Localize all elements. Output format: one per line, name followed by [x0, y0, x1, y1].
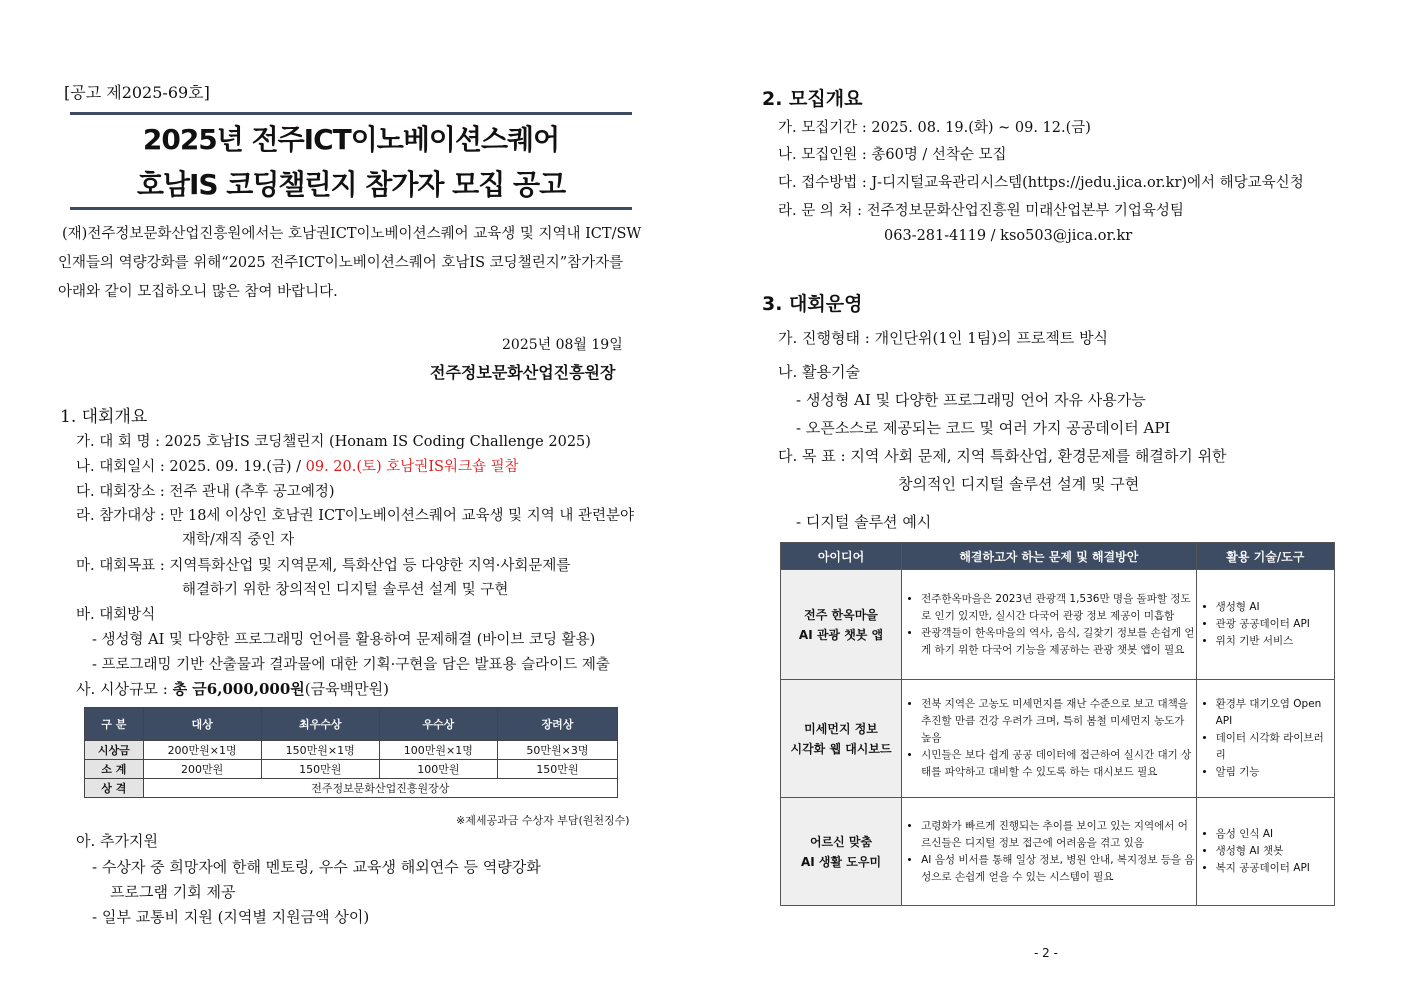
section-3-heading: 3. 대회운영 — [762, 293, 863, 315]
prize-scale-words: (금육백만원) — [304, 680, 389, 698]
prize-row-award — [85, 741, 618, 760]
idea-name-line: 전주 한옥마을 — [804, 607, 878, 622]
contest-method: 바. 대회방식 — [76, 607, 156, 623]
prize-table-header — [85, 708, 618, 741]
prize-scale-label: 사. 시상규모 : — [76, 680, 173, 698]
contest-goal-cont: 해결하기 위한 창의적인 디지털 솔루션 설계 및 구현 — [182, 582, 509, 598]
idea-row — [781, 680, 1335, 798]
extra-support: 아. 추가지원 — [76, 832, 158, 850]
prize-cell: 150만원 — [497, 760, 617, 779]
idea-tools — [1196, 570, 1334, 680]
intro-line-1: (재)전주정보문화산업진흥원에서는 호남권ICT이노베이션스퀘어 교육생 및 지역내 ICT/SW — [62, 226, 642, 242]
issuer-name: 전주정보문화산업진흥원장 — [430, 363, 616, 382]
idea-name-line: AI 생활 도우미 — [801, 854, 882, 869]
prize-scale — [76, 678, 389, 699]
problem-item: • 전주한옥마을은 2023년 관광객 1,536만 명을 돌파할 정도로 인기 있지만, 실시간 다국어 관광 정보 제공이 미흡함 — [921, 591, 1195, 625]
prize-header-encouragement: 장려상 — [497, 708, 617, 741]
tool-item: • 데이터 시각화 라이브러리 — [1216, 730, 1333, 764]
goal-cont: 창의적인 디지털 솔루션 설계 및 구현 — [898, 475, 1140, 493]
contact-details: 063-281-4119 / kso503@jica.or.kr — [884, 228, 1133, 244]
title-top-rule — [70, 112, 632, 115]
section-1-heading: 1. 대회개요 — [60, 407, 148, 427]
contest-target: 라. 참가대상 : 만 18세 이상인 호남권 ICT이노베이션스퀘어 교육생 및 지역 내 관련분야 — [76, 508, 634, 524]
tool-item: • 생성형 AI 챗봇 — [1216, 843, 1333, 860]
tool-item: • 생성형 AI — [1216, 599, 1333, 616]
progress-type: 가. 진행형태 : 개인단위(1인 1팀)의 프로젝트 방식 — [778, 329, 1109, 347]
prize-cell-label: 소 계 — [85, 760, 144, 779]
recruit-period: 가. 모집기간 : 2025. 08. 19.(화) ~ 09. 12.(금) — [778, 120, 1091, 136]
problem-item: • 고령화가 빠르게 진행되는 추이를 보이고 있는 지역에서 어르신들은 디지털 정보 접근에 어려움을 겪고 있음 — [921, 818, 1195, 852]
solution-examples: - 디지털 솔루션 예시 — [796, 513, 932, 531]
contest-goal: 마. 대회목표 : 지역특화산업 및 지역문제, 특화산업 등 다양한 지역·사회문제를 — [76, 558, 571, 574]
prize-header-grand: 대상 — [143, 708, 261, 741]
tech-item-1: - 생성형 AI 및 다양한 프로그래밍 언어 자유 사용가능 — [796, 391, 1146, 409]
prize-scale-amount: 총 금6,000,000원 — [172, 680, 305, 698]
contact-office: 라. 문 의 처 : 전주정보문화산업진흥원 미래산업본부 기업육성팀 — [778, 203, 1184, 219]
tech-item-2: - 오픈소스로 제공되는 코드 및 여러 가지 공공데이터 API — [796, 419, 1171, 437]
prize-table — [84, 707, 618, 798]
prize-header-category: 구 분 — [85, 708, 144, 741]
title-bottom-rule — [70, 207, 632, 210]
idea-header-problem: 해결하고자 하는 문제 및 해결방안 — [902, 543, 1197, 570]
notice-number: [공고 제2025-69호] — [64, 83, 210, 102]
prize-header-excellence: 최우수상 — [261, 708, 379, 741]
idea-tools — [1196, 680, 1334, 798]
idea-problem — [902, 570, 1197, 680]
prize-cell: 50만원×3명 — [497, 741, 617, 760]
idea-name — [781, 680, 902, 798]
extra-item-1: - 수상자 중 희망자에 한해 멘토링, 우수 교육생 해외연수 등 역량강화 — [92, 858, 541, 876]
problem-item: • AI 음성 비서를 통해 일상 정보, 병원 안내, 복지정보 등을 음성으로 손쉽게 얻을 수 있는 시스템이 필요 — [921, 852, 1195, 886]
tech-heading: 나. 활용기술 — [778, 363, 860, 381]
idea-problem — [902, 680, 1197, 798]
method-item-2: - 프로그래밍 기반 산출물과 결과물에 대한 기획·구현을 담은 발표용 슬라이드 제출 — [92, 657, 610, 673]
method-item-1: - 생성형 AI 및 다양한 프로그래밍 언어를 활용하여 문제해결 (바이브 코딩 활용) — [92, 632, 596, 648]
contest-name: 가. 대 회 명 : 2025 호남IS 코딩챌린지 (Honam IS Coding Challenge 2025) — [76, 434, 591, 450]
idea-row — [781, 570, 1335, 680]
idea-row — [781, 798, 1335, 906]
prize-cell: 150만원×1명 — [261, 741, 379, 760]
problem-item: • 시민들은 보다 쉽게 공공 데이터에 접근하여 실시간 대기 상태를 파악하고 대비할 수 있도록 하는 대시보드 필요 — [921, 747, 1195, 781]
title-line-1: 2025년 전주ICT이노베이션스퀘어 — [142, 123, 560, 156]
intro-line-3: 아래와 같이 모집하오니 많은 참여 바랍니다. — [58, 284, 338, 300]
idea-name-line: 미세먼지 정보 — [804, 721, 878, 736]
prize-cell: 100만원×1명 — [379, 741, 497, 760]
idea-name-line: 어르신 맞춤 — [809, 834, 873, 849]
idea-tools — [1196, 798, 1334, 906]
tool-item: • 위치 기반 서비스 — [1216, 633, 1333, 650]
title-line-2: 호남IS 코딩챌린지 참가자 모집 공고 — [136, 168, 566, 201]
page-number: - 2 - — [1034, 946, 1058, 960]
extra-item-2: - 일부 교통비 지원 (지역별 지원금액 상이) — [92, 908, 370, 926]
intro-line-2: 인재들의 역량강화를 위해“2025 전주ICT이노베이션스퀘어 호남IS 코딩챌린지”참가자를 — [58, 255, 624, 271]
idea-name — [781, 798, 902, 906]
prize-header-merit: 우수상 — [379, 708, 497, 741]
idea-name-line: AI 관광 챗봇 앱 — [798, 627, 884, 642]
contest-date — [76, 455, 519, 476]
idea-name — [781, 570, 902, 680]
recruit-count: 나. 모집인원 : 총60명 / 선착순 모집 — [778, 147, 1007, 163]
apply-method: 다. 접수방법 : J-디지털교육관리시스템(https://jedu.jica.or.kr)에서 해당교육신청 — [778, 175, 1304, 191]
tool-item: • 알림 기능 — [1216, 764, 1333, 781]
idea-problem — [902, 798, 1197, 906]
contest-target-cont: 재학/재직 중인 자 — [182, 532, 295, 548]
prize-cell: 200만원 — [143, 760, 261, 779]
idea-header-tools: 활용 기술/도구 — [1196, 543, 1334, 570]
prize-row-total — [85, 760, 618, 779]
tool-item: • 환경부 대기오염 Open API — [1216, 696, 1333, 730]
idea-table — [780, 542, 1335, 906]
tax-note: ※제세공과금 수상자 부담(원천징수) — [456, 814, 630, 827]
prize-cell: 200만원×1명 — [143, 741, 261, 760]
tool-item: • 복지 공공데이터 API — [1216, 860, 1333, 877]
extra-item-1-cont: 프로그램 기회 제공 — [110, 883, 236, 901]
idea-header-idea: 아이디어 — [781, 543, 902, 570]
prize-cell: 전주정보문화산업진흥원장상 — [143, 779, 617, 798]
problem-item: • 전북 지역은 고농도 미세먼지를 재난 수준으로 보고 대책을 추진할 만큼 건강 우려가 크며, 특히 봄철 미세먼지 농도가 높음 — [921, 696, 1195, 747]
prize-cell-label: 상 격 — [85, 779, 144, 798]
prize-cell-label: 시상금 — [85, 741, 144, 760]
contest-date-main: 나. 대회일시 : 2025. 09. 19.(금) / — [76, 459, 306, 475]
prize-cell: 100만원 — [379, 760, 497, 779]
problem-item: • 관광객들이 한옥마을의 역사, 음식, 길찾기 정보를 손쉽게 얻게 하기 위한 다국어 기능을 제공하는 관광 챗봇 앱이 필요 — [921, 625, 1195, 659]
contest-place: 다. 대회장소 : 전주 관내 (추후 공고예정) — [76, 484, 335, 500]
tool-item: • 관광 공공데이터 API — [1216, 616, 1333, 633]
contest-date-workshop: 09. 20.(토) 호남권IS워크숍 필참 — [305, 459, 519, 475]
prize-cell: 150만원 — [261, 760, 379, 779]
tool-item: • 음성 인식 AI — [1216, 826, 1333, 843]
notice-date: 2025년 08월 19일 — [502, 337, 623, 353]
section-2-heading: 2. 모집개요 — [762, 88, 863, 110]
idea-name-line: 시각화 웹 대시보드 — [790, 741, 892, 756]
idea-table-header — [781, 543, 1335, 570]
prize-row-title — [85, 779, 618, 798]
goal: 다. 목 표 : 지역 사회 문제, 지역 특화산업, 환경문제를 해결하기 위한 — [778, 447, 1227, 465]
